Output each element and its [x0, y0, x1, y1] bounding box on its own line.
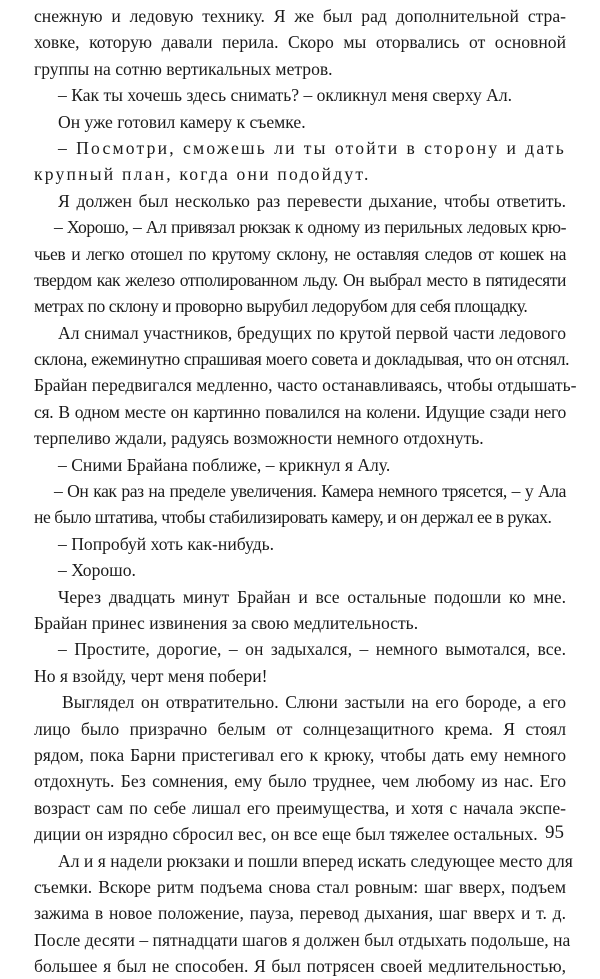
text-line: – Попробуй хоть как-нибудь. — [58, 533, 275, 554]
text-line: Я должен был несколько раз перевести дыхание, чтобы ответить. — [58, 190, 566, 211]
text-line: Ал и я надели рюкзаки и пошли вперед искать следующее место для — [58, 850, 573, 871]
text-line: твердом как железо отполированном льду. Он выбрал место в пятидесяти — [34, 269, 566, 290]
text-line: – Сними Брайана поближе, – крикнул я Алу. — [58, 454, 391, 475]
text-line: метрах по склону и проворно вырубил ледорубом для себя площадку. — [34, 296, 528, 317]
text-line: – Он как раз на пределе увеличения. Камера немного трясется, – у Ала — [54, 481, 566, 502]
text-line: ся. В одном месте он картинно повалился на колени. Идущие сзади него — [34, 401, 566, 422]
text-line: – Посмотри, сможешь ли ты отойти в сторону и дать — [58, 137, 566, 158]
page-number: 95 — [545, 822, 564, 843]
text-line: не было штатива, чтобы стабилизировать камеру, и он держал ее в руках. — [34, 507, 552, 528]
text-line: снежную и ледовую технику. Я же был рад дополнительной стра- — [34, 6, 566, 26]
text-line: съемки. Вскоре ритм подъема снова стал ровным: шаг вверх, подъем — [34, 876, 566, 897]
text-line: отдохнуть. Без сомнения, ему было труднее, чем любому из нас. Его — [34, 771, 566, 792]
text-line: После десяти – пятнадцати шагов я должен был отдыхать подольше, на — [34, 929, 571, 950]
text-line: Но я взойду, черт меня побери! — [34, 665, 268, 686]
text-line: Он уже готовил камеру к съемке. — [58, 111, 306, 132]
text-line: лицо было призрачно белым от солнцезащитного крема. Я стоял — [34, 718, 566, 739]
text-line: Брайан принес извинения за свою медлительность. — [34, 612, 419, 633]
text-line: рядом, пока Барни пристегивал его к крюку, чтобы дать ему немного — [34, 744, 566, 765]
text-line: крупный план, когда они подойдут. — [34, 164, 371, 185]
text-line: группы на сотню вертикальных метров. — [34, 58, 333, 79]
text-line: терпеливо ждали, радуясь возможности немного отдохнуть. — [34, 428, 484, 449]
text-line: возраст сам по себе лишал его преимущества, и хотя с начала экспе- — [34, 797, 566, 818]
text-line: ховке, которую давали перила. Скоро мы оторвались от основной — [34, 32, 566, 53]
text-line: – Простите, дорогие, – он задыхался, – немного вымотался, все. — [58, 639, 566, 660]
text-line: – Хорошо. — [58, 560, 136, 581]
body-text — [34, 3, 577, 979]
text-line: Через двадцать минут Брайан и все остальные подошли ко мне. — [58, 586, 566, 607]
text-line: большее я был не способен. Я был потрясен своей медлительностью, — [34, 956, 566, 977]
text-line: Ал снимал участников, бредущих по крутой первой части ледового — [58, 322, 566, 343]
text-line: – Хорошо, – Ал привязал рюкзак к одному из перильных ледовых крю- — [54, 217, 566, 238]
text-line: – Как ты хочешь здесь снимать? – окликнул меня сверху Ал. — [58, 85, 513, 106]
text-line: диции он изрядно сбросил вес, он все еще был тяжелее остальных. — [34, 824, 538, 845]
text-line: чьев и легко отошел по крутому склону, не оставляя следов от кошек на — [34, 243, 566, 264]
text-line: Выглядел он отвратительно. Слюни застыли на его бороде, а его — [62, 692, 566, 713]
text-line: Брайан передвигался медленно, часто останавливаясь, чтобы отдышать- — [34, 375, 577, 396]
text-line: зажима в новое положение, пауза, перевод дыхания, шаг вверх и т. д. — [34, 903, 566, 924]
text-line: склона, ежеминутно спрашивая моего совета и докладывая, что он отснял. — [34, 349, 570, 370]
